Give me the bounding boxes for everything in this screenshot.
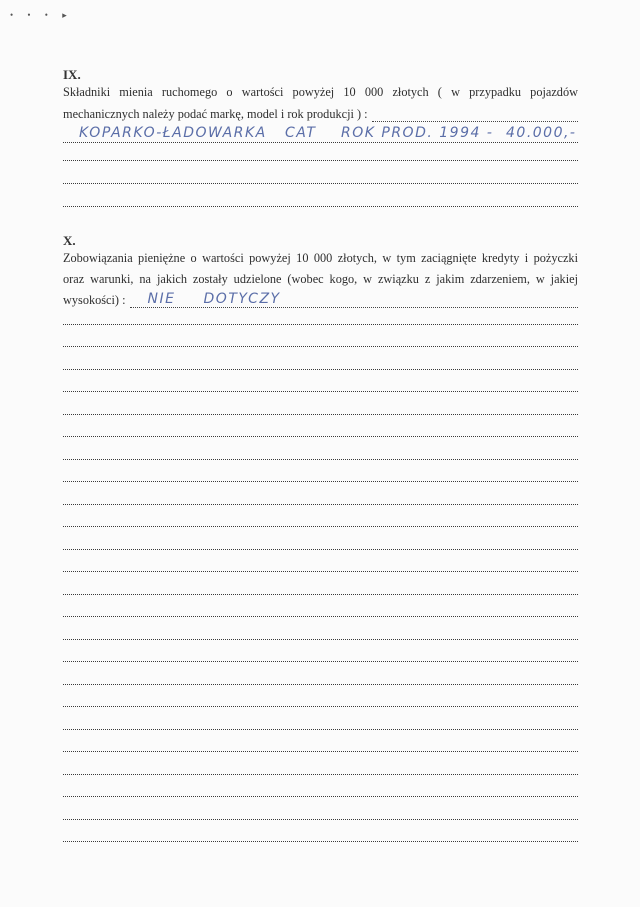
- answer-line: [63, 436, 578, 437]
- handwritten-answer-2: DOTYCZY: [203, 291, 281, 307]
- section-x-text-line-3-label: wysokości) :: [63, 293, 126, 307]
- answer-line: [63, 526, 578, 527]
- section-ix-text-line-2-label: mechanicznych należy podać markę, model i rok produkcji ) :: [63, 107, 368, 121]
- answer-line: [63, 796, 578, 797]
- section-ix-number: IX.: [63, 67, 81, 82]
- section-ix-text-line-1: Składniki mienia ruchomego o wartości powyżej 10 000 złotych ( w przypadku pojazdów: [63, 85, 578, 99]
- answer-line: [63, 729, 578, 730]
- answer-line: [63, 841, 578, 842]
- section-x-number: X.: [63, 233, 76, 248]
- section-ix-answer-line-1: [63, 124, 578, 143]
- section-ix-text-line-2: [63, 106, 578, 122]
- answer-line: [63, 414, 578, 415]
- answer-line: [63, 594, 578, 595]
- answer-line: [63, 346, 578, 347]
- answer-line: [63, 369, 578, 370]
- answer-line: [63, 324, 578, 325]
- section-ix-answer-line-2: [63, 160, 578, 161]
- answer-line: [63, 706, 578, 707]
- answer-line: [63, 616, 578, 617]
- section-ix-answer-line-3: [63, 183, 578, 184]
- section-x-text-line-1: Zobowiązania pieniężne o wartości powyżej 10 000 złotych, w tym zaciągnięte kredyty i pożyczki: [63, 251, 578, 265]
- answer-line: [63, 751, 578, 752]
- answer-line: [63, 504, 578, 505]
- section-ix-answer-line-4: [63, 206, 578, 207]
- handwritten-item-3: ROK PROD. 1994 -: [341, 125, 494, 141]
- answer-line: [63, 819, 578, 820]
- answer-line: [63, 459, 578, 460]
- answer-line: [63, 571, 578, 572]
- handwritten-item-4: 40.000,-: [506, 125, 577, 141]
- answer-line: [63, 774, 578, 775]
- answer-line: [63, 391, 578, 392]
- answer-line: [63, 639, 578, 640]
- scan-corner-mark: • • • ▸: [10, 10, 73, 20]
- section-x-answer-leader: [130, 291, 578, 308]
- section-x-text-line-3: [63, 292, 578, 308]
- handwritten-item-1: KOPARKO-ŁADOWARKA: [79, 125, 267, 141]
- section-x-text-line-2: oraz warunki, na jakich zostały udzielone (wobec kogo, w związku z jakim zdarzeniem, w jakiej: [63, 272, 578, 286]
- answer-line: [63, 549, 578, 550]
- handwritten-answer-1: NIE: [147, 291, 176, 307]
- handwritten-item-2: CAT: [285, 125, 317, 141]
- answer-line: [63, 661, 578, 662]
- section-ix-answer-leader: [372, 110, 578, 122]
- answer-line: [63, 481, 578, 482]
- answer-line: [63, 684, 578, 685]
